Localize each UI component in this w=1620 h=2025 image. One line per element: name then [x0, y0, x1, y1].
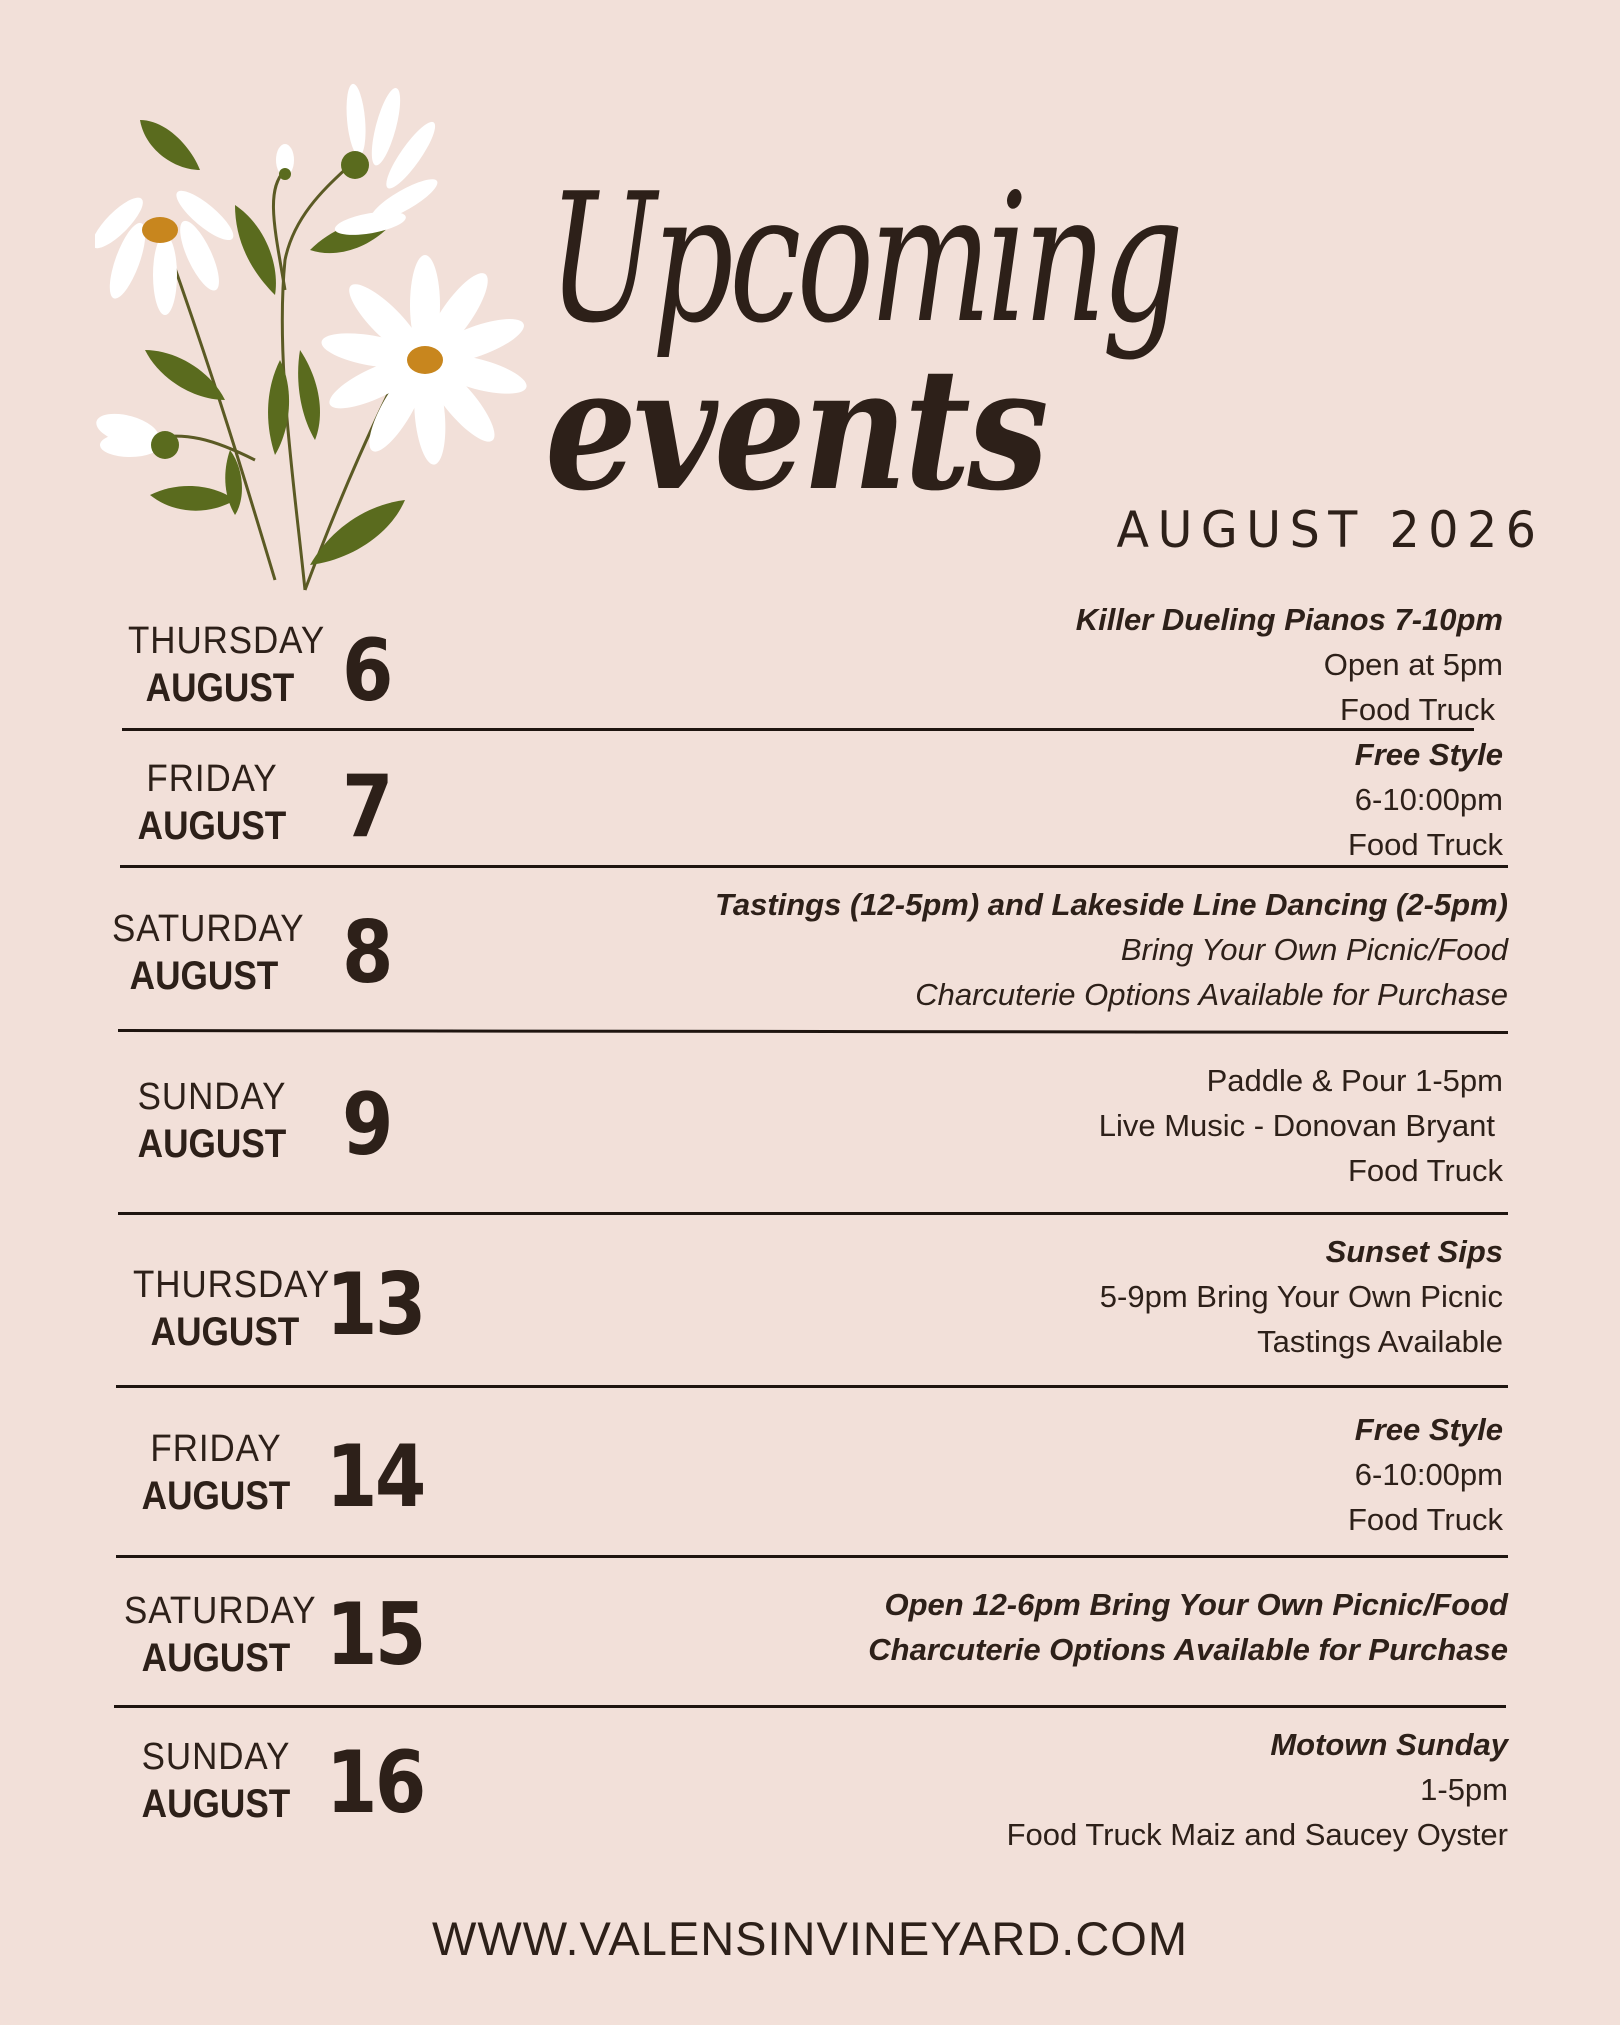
daisy-bud: [95, 408, 179, 459]
event-details: [1348, 732, 1503, 867]
event-details: [1348, 1407, 1503, 1542]
event-day-number: 13: [326, 1255, 424, 1355]
event-detail-line: Food Truck: [1339, 692, 1495, 727]
event-detail-line: Tastings Available: [1257, 1324, 1503, 1359]
event-day-number: 14: [326, 1427, 424, 1527]
divider-line: [116, 1555, 1508, 1558]
divider-line: [116, 1385, 1508, 1388]
event-detail-line: 5-9pm Bring Your Own Picnic: [1099, 1279, 1503, 1314]
event-title: Paddle & Pour 1-5pm: [1206, 1063, 1503, 1098]
event-date: [112, 1078, 312, 1164]
title-events: events: [545, 330, 1046, 528]
event-detail-line: Live Music - Donovan Bryant: [1098, 1108, 1495, 1143]
event-month: AUGUST: [129, 954, 279, 998]
event-title: Free Style: [1354, 737, 1503, 772]
event-date: [116, 1430, 316, 1516]
event-detail-line: Open at 5pm: [1323, 647, 1503, 682]
event-date: [112, 760, 312, 846]
event-weekday: THURSDAY: [133, 1264, 331, 1306]
event-details: [1100, 1229, 1503, 1364]
small-bud: [276, 144, 294, 180]
event-date: [104, 910, 304, 996]
divider-line: [122, 728, 1474, 731]
event-month: AUGUST: [145, 666, 295, 710]
daisy-top: [333, 83, 442, 239]
event-detail-line: 1-5pm: [1420, 1772, 1508, 1807]
event-date: [125, 1264, 331, 1354]
event-detail-line: Food Truck: [1347, 1502, 1503, 1537]
event-details: [868, 1582, 1508, 1672]
event-month: AUGUST: [137, 1122, 287, 1166]
event-title: Killer Dueling Pianos 7-10pm: [1075, 602, 1503, 637]
event-month: AUGUST: [141, 1474, 291, 1518]
website-url[interactable]: WWW.VALENSINVINEYARD.COM: [431, 1912, 1189, 1965]
event-details: [1099, 1058, 1503, 1193]
event-details: [1076, 597, 1503, 732]
daisy-illustration: [95, 60, 535, 630]
event-weekday: SATURDAY: [124, 1590, 317, 1632]
event-weekday: SUNDAY: [141, 1736, 291, 1778]
event-detail-line: 6-10:00pm: [1354, 782, 1503, 817]
event-weekday: SATURDAY: [112, 908, 305, 950]
event-weekday: THURSDAY: [128, 620, 326, 662]
event-weekday: FRIDAY: [150, 1428, 282, 1470]
daisy-large: [319, 255, 530, 466]
event-detail-line: Food Truck: [1347, 827, 1503, 862]
divider-line: [120, 865, 1508, 868]
event-title: Tastings (12-5pm) and Lakeside Line Dancing (2-5pm): [715, 887, 1508, 922]
event-date: [120, 620, 326, 710]
event-month: AUGUST: [141, 1782, 291, 1826]
event-title: Sunset Sips: [1325, 1234, 1503, 1269]
event-day-number: 16: [326, 1733, 424, 1833]
divider-line: [114, 1705, 1506, 1708]
daisy-left: [95, 184, 240, 315]
event-detail-line: 6-10:00pm: [1354, 1457, 1503, 1492]
event-title: Motown Sunday: [1270, 1727, 1508, 1762]
event-day-number: 8: [342, 903, 391, 1003]
event-details: [715, 882, 1508, 1017]
event-month: AUGUST: [137, 804, 287, 848]
event-day-number: 7: [342, 757, 391, 857]
event-day-number: 6: [342, 621, 391, 721]
event-detail-line: Food Truck: [1347, 1153, 1503, 1188]
event-date: [116, 1738, 316, 1824]
event-weekday: SUNDAY: [137, 1076, 287, 1118]
event-detail-line: Bring Your Own Picnic/Food: [1120, 932, 1508, 967]
event-weekday: FRIDAY: [146, 758, 278, 800]
divider-line: [118, 1212, 1508, 1215]
event-detail-line: Charcuterie Options Available for Purchase: [915, 977, 1508, 1012]
event-month: AUGUST: [141, 1636, 291, 1680]
event-detail-line: Food Truck Maiz and Saucey Oyster: [1006, 1817, 1508, 1852]
event-details: [1007, 1722, 1508, 1857]
event-date: [116, 1592, 316, 1678]
event-title: Free Style: [1354, 1412, 1503, 1447]
event-day-number: 9: [342, 1075, 391, 1175]
event-month: AUGUST: [150, 1310, 300, 1354]
event-day-number: 15: [326, 1585, 424, 1685]
divider-line: [118, 1029, 1508, 1034]
month-year-heading: AUGUST 2026: [1116, 501, 1545, 559]
event-detail-line: Charcuterie Options Available for Purchase: [868, 1632, 1508, 1667]
title-upcoming: Upcoming: [548, 155, 1180, 362]
event-title: Open 12-6pm Bring Your Own Picnic/Food: [884, 1587, 1508, 1622]
